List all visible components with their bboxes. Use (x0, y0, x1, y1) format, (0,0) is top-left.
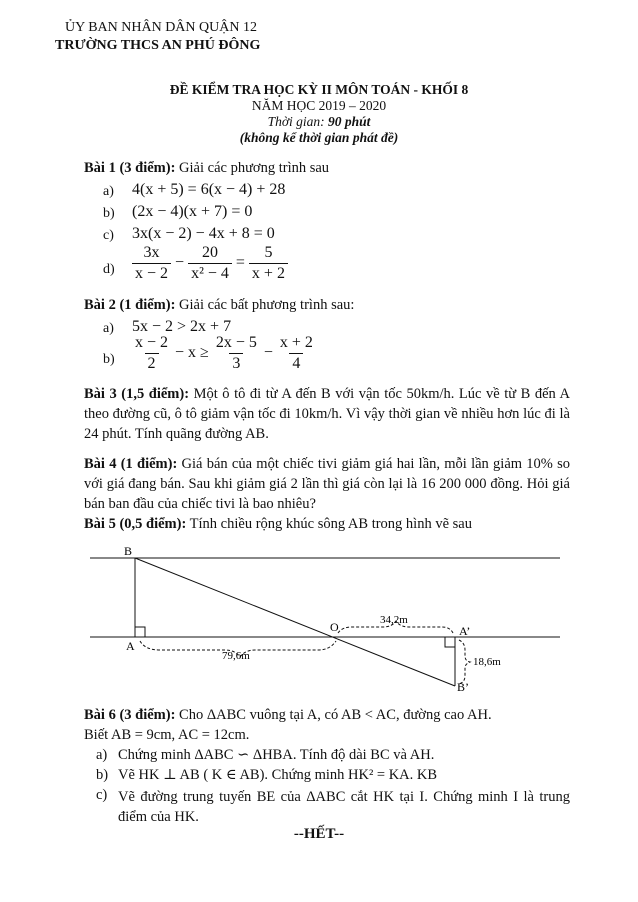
river-figure (0, 540, 638, 700)
right-angle-a (135, 627, 145, 637)
school-name: TRƯỜNG THCS AN PHÚ ĐÔNG (55, 38, 261, 53)
point-a-label: A (126, 639, 135, 653)
bai6-b-label: b) (96, 767, 109, 783)
exam-note: (không kể thời gian phát đề) (239, 130, 399, 145)
exam-time: Thời gian: 90 phút (267, 114, 371, 129)
bai6-heading: Bài 6 (3 điểm): Cho ΔABC vuông tại A, có AB < AC, đường cao AH. (84, 707, 492, 723)
bai3-text: Bài 3 (1,5 điểm): Một ô tô đi từ A đến B với vận tốc 50km/h. Lúc về từ B đến A theo đường cũ, ô tô giảm vận tốc đi 10km/h. Vì vậy thời gian về nhiều hơn lúc đi là 24 phút. Tính quãng đường AB. (84, 386, 570, 442)
exam-title: ĐỀ KIỂM TRA HỌC KỲ II MÔN TOÁN - KHỐI 8 (169, 82, 469, 97)
bai4-text: Bài 4 (1 điểm): Giá bán của một chiếc tivi giảm giá hai lần, mỗi lần giảm 10% so với giá đang bán. Sau khi giảm giá 2 lần thì giá còn lại là 16 200 000 đồng. Hỏi giá bán ban đầu của chiếc tivi là bao nhiêu? (84, 456, 571, 512)
bai6-given: Biết AB = 9cm, AC = 12cm. (84, 727, 250, 743)
bai2-b-label: b) (103, 352, 115, 367)
point-o-label: O (330, 620, 339, 634)
bai1-a-label: a) (103, 184, 114, 199)
distance-oa2-label: 34,2m (380, 614, 408, 626)
school-year: NĂM HỌC 2019 – 2020 (251, 98, 387, 113)
bai1-d-label: d) (103, 262, 115, 277)
district-committee: ỦY BAN NHÂN DÂN QUẬN 12 (65, 20, 257, 35)
bai1-heading: Bài 1 (3 điểm): Giải các phương trình sau (84, 160, 330, 176)
right-angle-a2 (445, 637, 455, 647)
bai5-heading: Bài 5 (0,5 điểm): Tính chiều rộng khúc sông AB trong hình vẽ sau (84, 516, 472, 532)
bai1-d-equation: $\frac{3x}{x - 2}$ − $\frac{20}{\text{x² − 4}}$ = $\frac{5}{x + 2}$ (132, 244, 288, 282)
bai6-a-label: a) (96, 747, 108, 763)
bai1-c-label: c) (103, 228, 114, 243)
bai6-c-text: Vẽ đường trung tuyến BE của ΔABC cắt HK tại I. Chứng minh I là trung điểm của HK. (118, 789, 570, 825)
bai1-b-label: b) (103, 206, 115, 221)
bai6-a-text: Chứng minh ΔABC ∽ ΔHBA. Tính độ dài BC và AH. (118, 747, 435, 763)
bai2-b-inequality: $\frac{x - 2}{2}$ − x ≥ $\frac{2x - 5}{3}$ − $\frac{x + 2}{4}$ (135, 334, 313, 372)
point-a2-label: A’ (459, 624, 471, 638)
end-marker: --HẾT-- (293, 826, 345, 842)
distance-ao-label: 79,6m (222, 650, 250, 662)
distance-a2b2-label: 18,6m (473, 656, 501, 668)
point-b2-label: B’ (457, 680, 469, 694)
bai2-a-label: a) (103, 321, 114, 336)
bai6-b-text: Vẽ HK ⊥ AB ( K ∈ AB). Chứng minh HK² = KA. KB (118, 767, 438, 783)
brace-a2b2 (459, 640, 470, 684)
bai2-heading: Bài 2 (1 điểm): Giải các bất phương trình sau: (84, 297, 355, 313)
bai1-c-equation: 3x(x − 2) − 4x + 8 = 0 (132, 225, 275, 242)
bai2-a-inequality: 5x − 2 > 2x + 7 (132, 318, 232, 335)
point-b-label: B (124, 544, 133, 558)
bai1-b-equation: (2x − 4)(x + 7) = 0 (132, 203, 253, 220)
bai1-a-equation: 4(x + 5) = 6(x − 4) + 28 (132, 181, 286, 198)
bai6-c-label: c) (96, 787, 108, 803)
